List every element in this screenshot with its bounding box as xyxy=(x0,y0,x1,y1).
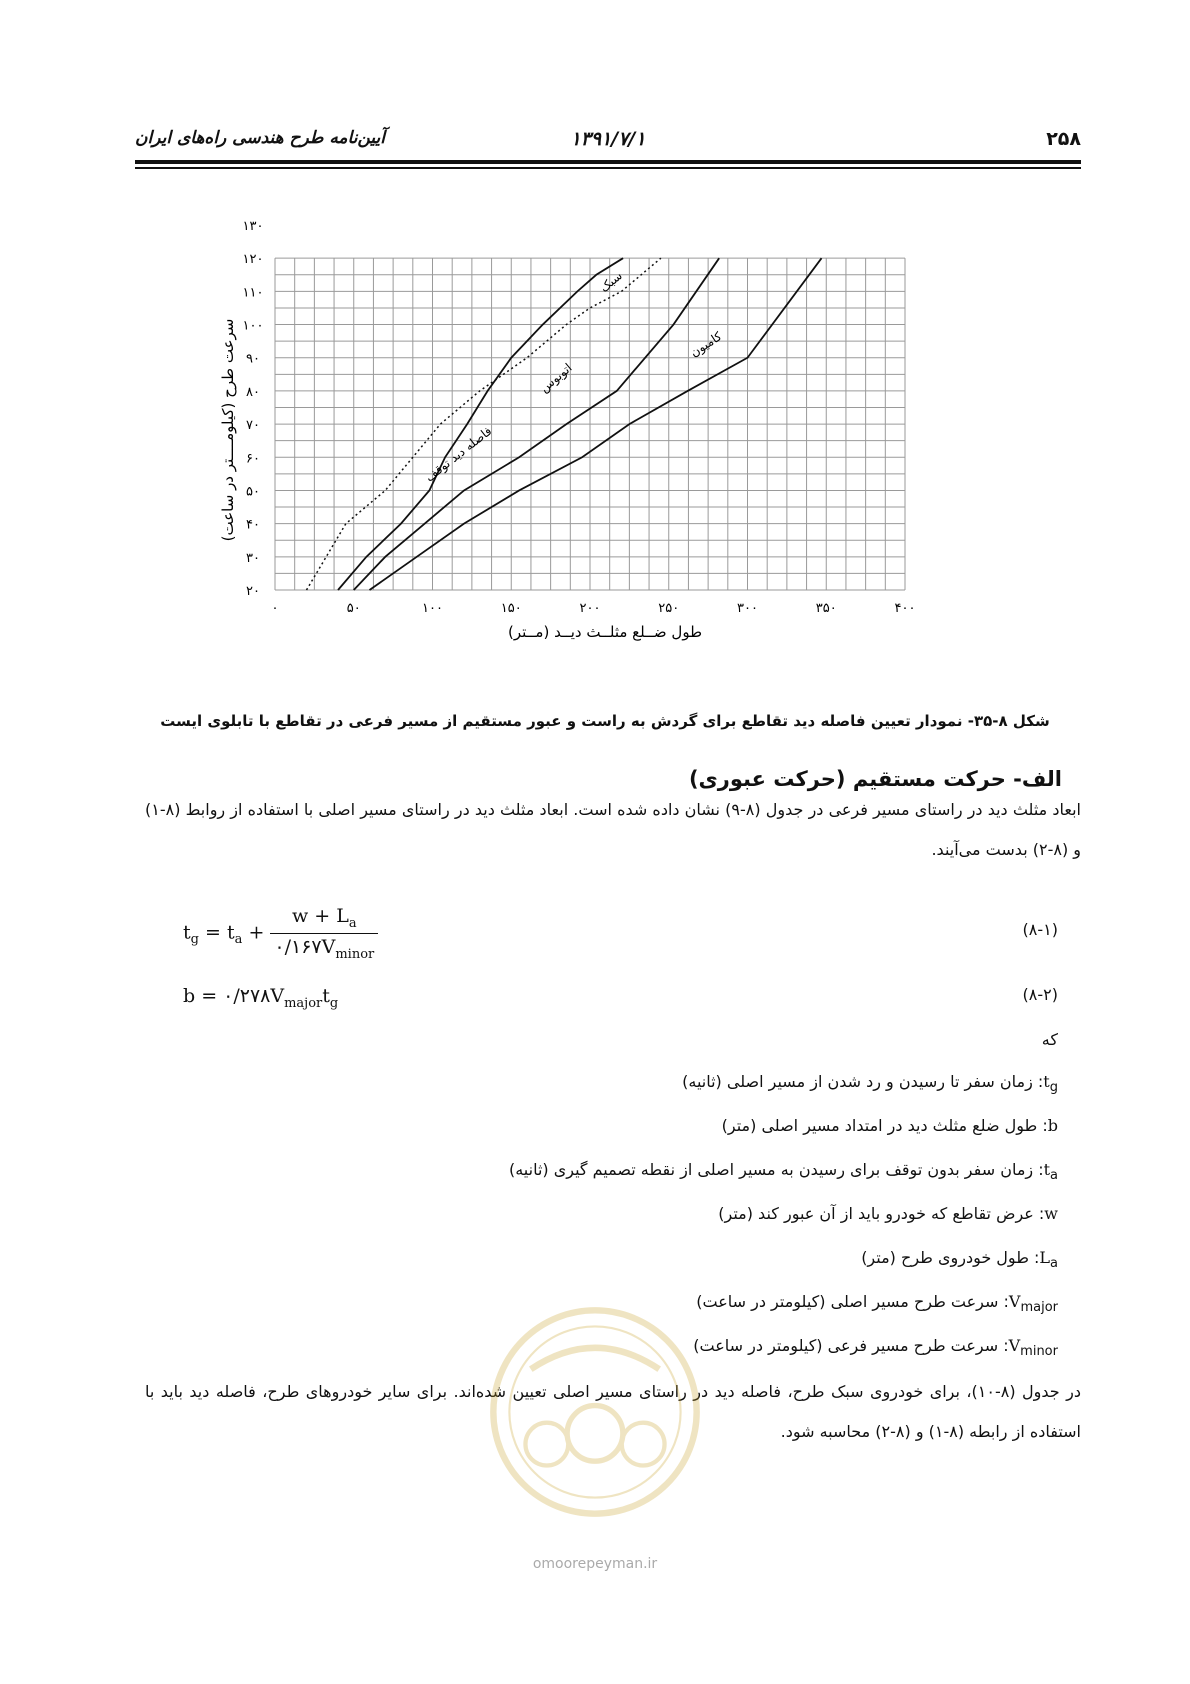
series-label: اتوبوس xyxy=(537,360,575,396)
y-tick-label: ۴۰ xyxy=(246,517,260,533)
figure-caption: شکل ۸-۳۵- نمودار تعیین فاصله دید تقاطع برای گردش به راست و عبور مستقیم از مسیر فرعی در تقاطع با تابلوی ایست xyxy=(160,712,1050,730)
x-tick-label: ۰ xyxy=(271,601,279,616)
definition-vminor: $V_{minor}$: سرعت طرح مسیر فرعی (کیلومتر در ساعت) xyxy=(693,1336,1058,1360)
book-title: آیین‌نامه طرح هندسی راه‌های ایران xyxy=(135,128,385,148)
series-label: فاصله دید توقف xyxy=(422,423,495,485)
y-tick-label: ۶۰ xyxy=(246,451,260,467)
header-date: ۱۳۹۱/۷/۱ xyxy=(570,128,646,150)
section-title: الف- حرکت مستقیم (حرکت عبوری) xyxy=(688,767,1062,791)
equation-1-number: (۸-۱) xyxy=(1022,920,1058,939)
x-tick-label: ۳۰۰ xyxy=(737,601,758,616)
series-label: کامیون xyxy=(687,329,725,360)
definition-ta: $t_a$: زمان سفر بدون توقف برای رسیدن به مسیر اصلی از نقطه تصمیم گیری (ثانیه) xyxy=(508,1160,1058,1184)
definition-tg: $t_g$: زمان سفر تا رسیدن و رد شدن از مسیر اصلی (ثانیه) xyxy=(682,1072,1058,1096)
y-tick-labels xyxy=(243,219,264,599)
y-tick-label: ۱۱۰ xyxy=(242,285,264,301)
paragraph-1: ابعاد مثلث دید در راستای مسیر فرعی در جدول (۸-۹) نشان داده شده است. ابعاد مثلث دید در راستای مسیر اصلی با استفاده از روابط (۸-۱) و (۸-۲) بدست می‌آیند. xyxy=(145,800,1082,859)
sight-distance-chart xyxy=(215,205,995,665)
y-tick-label: ۲۰ xyxy=(246,584,260,599)
x-axis-label: طول ضــلع مثلــث دیــد (مــتر) xyxy=(507,623,703,641)
chart-grid xyxy=(275,258,905,590)
watermark-text: omoorepeyman.ir xyxy=(532,1556,658,1572)
equation-1: $t_g = t_a$ + $\frac{w + L_a}{۰/۱۶۷V_{minor}}$ xyxy=(183,905,378,962)
y-tick-label: ۹۰ xyxy=(246,351,260,367)
y-tick-label: ۳۰ xyxy=(246,550,260,566)
header-rule-thin xyxy=(135,167,1081,169)
y-tick-label: ۵۰ xyxy=(246,484,260,500)
ke-word: که xyxy=(1041,1030,1058,1049)
watermark-seal xyxy=(488,1305,702,1519)
x-tick-label: ۳۵۰ xyxy=(815,601,837,616)
x-tick-label: ۴۰۰ xyxy=(894,601,916,616)
definition-b: b: طول ضلع مثلث دید در امتداد مسیر اصلی (متر) xyxy=(721,1116,1058,1135)
x-tick-labels xyxy=(272,601,916,616)
x-tick-label: ۲۵۰ xyxy=(658,601,680,616)
y-tick-label: ۷۰ xyxy=(246,418,260,434)
page-number: ۲۵۸ xyxy=(1046,128,1081,150)
y-tick-label: ۱۲۰ xyxy=(242,252,264,268)
x-tick-label: ۱۵۰ xyxy=(500,601,522,616)
fraction: $\frac{w + L_a}{۰/۱۶۷V_{minor}}$ xyxy=(270,905,378,962)
y-axis-label: سرعت طرح (کیلومــــتر در ساعت) xyxy=(219,318,237,542)
header-rule-thick xyxy=(135,160,1081,164)
paragraph-2: در جدول (۸-۱۰)، برای خودروی سبک طرح، فاصله دید در راستای مسیر اصلی تعیین شده‌اند. برای سایر خودروهای طرح، فاصله دید باید با استفاده از رابطه (۸-۱) و (۸-۲) محاسبه شود. xyxy=(145,1382,1081,1441)
definition-la: $L_a$: طول خودروی طرح (متر) xyxy=(861,1248,1058,1272)
y-tick-label: ۸۰ xyxy=(246,384,260,400)
definition-vmajor: $V_{major}$: سرعت طرح مسیر اصلی (کیلومتر در ساعت) xyxy=(696,1292,1058,1316)
x-tick-label: ۲۰۰ xyxy=(579,601,601,616)
x-tick-label: ۱۰۰ xyxy=(422,601,443,616)
series-label: سبک xyxy=(597,268,625,295)
y-tick-label: ۱۳۰ xyxy=(242,219,264,234)
series-labels xyxy=(422,268,725,485)
y-tick-label: ۱۰۰ xyxy=(242,318,264,334)
equation-2-number: (۸-۲) xyxy=(1022,985,1058,1004)
definition-w: w: عرض تقاطع که خودرو باید از آن عبور کند (متر) xyxy=(718,1204,1058,1223)
equation-2: $b = ۰/۲۷۸V_{major}t_g$ xyxy=(183,985,339,1011)
x-tick-label: ۵۰ xyxy=(346,601,361,616)
